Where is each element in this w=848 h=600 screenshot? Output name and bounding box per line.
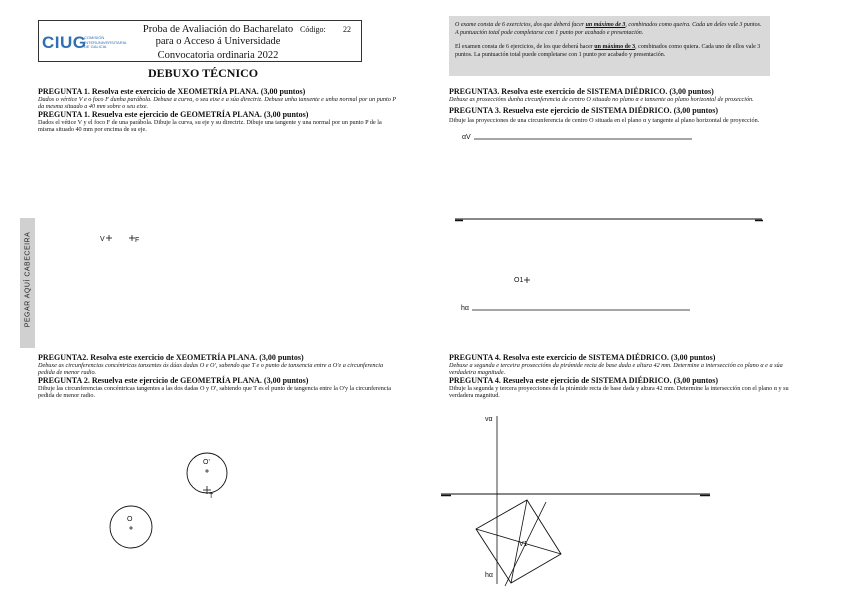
q4-label-v-alpha: vα bbox=[485, 416, 493, 423]
q1-vertex-marker bbox=[106, 235, 112, 241]
header-title-line2: para o Acceso á Universidade bbox=[155, 36, 281, 47]
q2-es-text: Dibuje las circunferencias concéntricas tangentes a las dos dadas O y O', sabiendo que T es el punto de tangencia entre la O'y la circunferencia pedida de menor radio. bbox=[38, 385, 392, 399]
q1-es-text: Dados el vétice V y el foco F de una parábola. Dibuje la curva, su eje y su directriz. Dibuje una tangente y una normal por un punto P de la misma situado 40 mm por encima de su eje. bbox=[38, 119, 382, 133]
header-title-line1: Proba de Avaliación do Bacharelato bbox=[142, 24, 294, 35]
code-value: 22 bbox=[343, 25, 351, 34]
q1-es-heading: PREGUNTA 1. Resuelva este ejercicio de GEOMETRÍA PLANA. (3,00 puntos) bbox=[38, 110, 309, 119]
q2-label-o: O bbox=[127, 516, 133, 523]
q3-es-heading: PREGUNTA 3. Resuelva este ejercicio de SISTEMA DIÉDRICO. (3,00 puntos) bbox=[449, 106, 719, 115]
q4-label-v1: V1 bbox=[519, 541, 528, 548]
q4-gl-text: Debuxe a segunda e terceira proxeccións da pirámide recta de base dada e altura 42 mm. Determine a intersección co plano α e a súa verdadeira magnitude. bbox=[449, 362, 783, 376]
q4-es-heading: PREGUNTA 4. Resuelva este ejercicio de SISTEMA DIÉDRICO. (3,00 puntos) bbox=[449, 376, 719, 385]
q1-label-f: F bbox=[135, 237, 140, 244]
q4-label-h-alpha: hα bbox=[485, 572, 493, 579]
q1-label-v: V bbox=[100, 236, 105, 243]
q3-gl-heading: PREGUNTA3. Resolva este exercicio de SISTEMA DIÉDRICO. (3,00 puntos) bbox=[449, 87, 714, 96]
q1-gl-text: Dados o vértice V e o foco F dunha parábola. Debuxe a curva, o seu eixe e a súa directriz. Debuxe unha tanxente e unha normal por un punto P da mesma situado a 40 mm sobre o seu eixe. bbox=[38, 96, 397, 110]
q1-gl-heading: PREGUNTA 1. Resolva este exercicio de XEOMETRÍA PLANA. (3,00 puntos) bbox=[38, 87, 306, 96]
q2-gl-text: Debuxe as circunferencias concéntricas tanxentes ás dúas dadas O e O', sabendo que T e o punto de tanxencia entre a O'e a circunferencia pedida de menor radio. bbox=[38, 362, 384, 376]
q2-gl-heading: PREGUNTA2. Resolva este exercicio de XEOMETRÍA PLANA. (3,00 puntos) bbox=[38, 353, 304, 362]
q2-center-o bbox=[129, 526, 133, 530]
code-label: Código: bbox=[300, 25, 326, 34]
ciug-logo: CIUG bbox=[42, 33, 87, 52]
q2-label-t: T bbox=[209, 493, 214, 500]
ciug-logo-subtitle: COMISIÓN INTERUNIVERSITARIA DE GALICIA bbox=[84, 35, 127, 49]
subject-title: DEBUXO TÉCNICO bbox=[148, 66, 259, 80]
q4-hidden-guide bbox=[498, 415, 546, 502]
q4-gl-heading: PREGUNTA 4. Resolva este exercicio de SISTEMA DIÉDRICO. (3,00 puntos) bbox=[449, 353, 716, 362]
q3-center-o-marker bbox=[524, 277, 530, 283]
header-convocatoria: Convocatoria ordinaria 2022 bbox=[157, 50, 279, 61]
q3-es-text: Dibuje las proyecciones de una circunferencia de centro O situada en el plano α y tangente al plano horizontal de proyección. bbox=[449, 117, 760, 124]
notice-galician: O exame consta de 6 exercicios, dos que deberá facer un máximo de 3, combinados como queira. Cada un deles vale 3 puntos. A puntuación total pode completarse con 1 punto por acabado e presentación. bbox=[455, 22, 762, 37]
q3-label-v-alpha: αV bbox=[462, 134, 471, 141]
q2-es-heading: PREGUNTA 2. Resuelva este ejercicio de GEOMETRÍA PLANA. (3,00 puntos) bbox=[38, 376, 309, 385]
notice-spanish: El examen consta de 6 ejercicios, de los que deberá hacer un máximo de 3, combinados como quiera. Cada uno de ellos vale 3 puntos. La puntuación total puede completarse con 1 punto por acabado y presentación. bbox=[455, 43, 761, 59]
q4-es-text: Dibuje la segunda y tercera proyecciones de la pirámide recta de base dada y altura 42 mm. Determine la intersección con el plano α y su verdadera magnitud. bbox=[449, 385, 789, 399]
q2-label-o-prime: O' bbox=[203, 459, 210, 466]
q3-label-h-alpha: hα bbox=[461, 305, 469, 312]
q2-center-o-prime bbox=[205, 469, 209, 473]
q3-gl-text: Debuxe as proxeccións dunha circunferencia de centro O situado no plano α e tanxente ao plano horizontal de proxección. bbox=[449, 96, 754, 103]
q3-label-o: O1 bbox=[514, 277, 524, 284]
side-label: PEGAR AQUÍ CABECEIRA bbox=[24, 231, 32, 328]
